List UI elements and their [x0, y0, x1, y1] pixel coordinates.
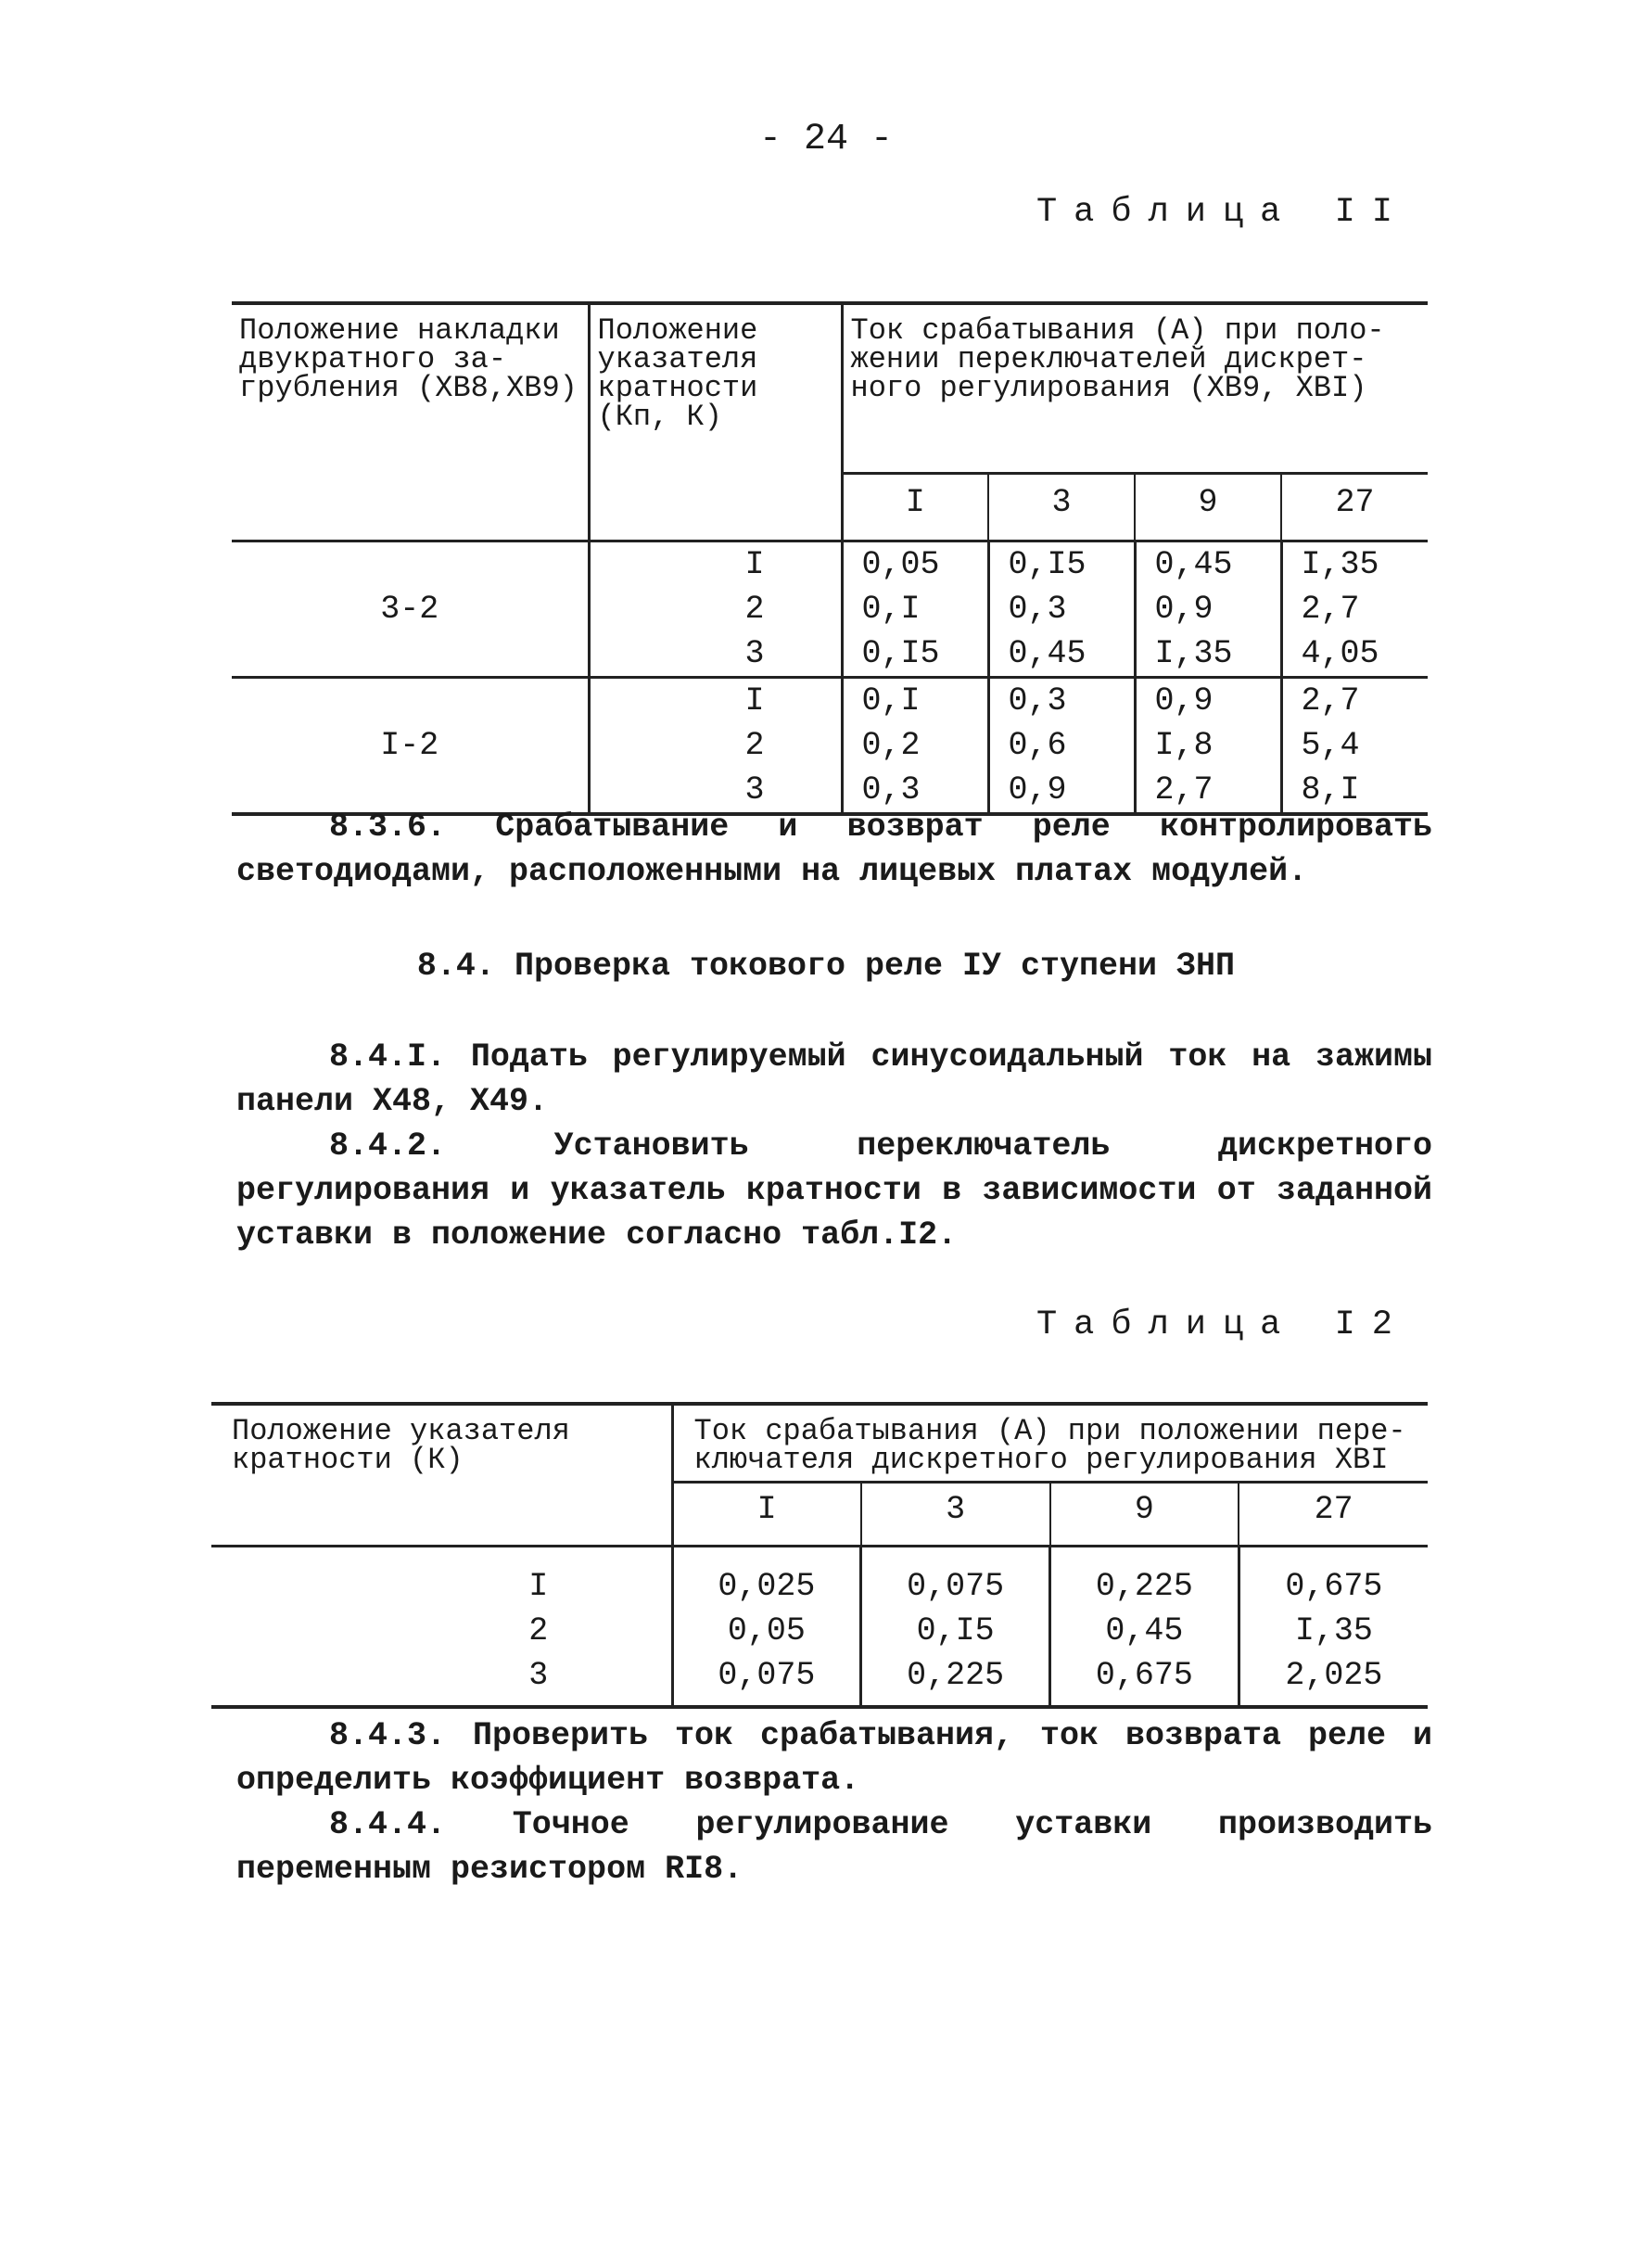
table-11-cell-values: 0,I5 0,3 0,45	[988, 541, 1135, 678]
paragraph-8-4-2: 8.4.2. Установить переключатель дискретного регулирования и указатель кратности в зависимости от заданной уставки в положение согласно табл.I2.	[236, 1127, 1432, 1254]
table-11-cell-values: 2,7 5,4 8,I	[1281, 678, 1428, 815]
table-11-subheader: 27	[1281, 474, 1428, 541]
paragraph-8-3-6: 8.3.6. Срабатывание и возврат реле контролировать светодиодами, расположенными на лицевых платах модулей.	[236, 809, 1432, 890]
table-11-cell-values: 0,05 0,I 0,I5	[842, 541, 988, 678]
table-11-k-values: I 2 3	[589, 541, 842, 678]
table-12-cell-values: 0,225 0,45 0,675	[1050, 1547, 1239, 1708]
section-heading-8-4: 8.4. Проверка токового реле IУ ступени ЗНП	[416, 948, 1236, 985]
table-11-subheader: 3	[988, 474, 1135, 541]
table-12-subheader: 9	[1050, 1482, 1239, 1546]
table-12-subheader: 3	[861, 1482, 1050, 1546]
table-11-cell-values: 0,I 0,2 0,3	[842, 678, 988, 815]
table-12-subheader: 27	[1239, 1482, 1428, 1546]
table-11-caption: Таблица II	[1036, 193, 1409, 232]
table-12-cell-values: 0,025 0,05 0,075	[672, 1547, 861, 1708]
table-11-header-overload-position: Положение накладки двукратного за- грубления (ХВ8,ХВ9)	[239, 313, 578, 405]
table-12-k-values: I 2 3	[211, 1547, 672, 1708]
page-number: - 24 -	[758, 119, 894, 160]
table-11-header-pickup-current: Ток срабатывания (А) при поло- жении переключателей дискрет- ного регулирования (ХВ9, ХВI)	[842, 303, 1428, 474]
table-11-cell-values: 0,3 0,6 0,9	[988, 678, 1135, 815]
table-12-cell-values: 0,075 0,I5 0,225	[861, 1547, 1050, 1708]
table-12-cell-values: 0,675 I,35 2,025	[1239, 1547, 1428, 1708]
table-11-group-label: I-2	[232, 678, 589, 815]
table-12-subheader: I	[672, 1482, 861, 1546]
table-11-header-multiplicity: Положение указателя кратности (Кп, К)	[589, 303, 842, 541]
table-12-header-multiplicity: Положение указателя кратности (К)	[232, 1414, 570, 1477]
table-12-header-pickup-current: Ток срабатывания (А) при положении пере- ключателя дискретного регулирования ХВI	[672, 1404, 1428, 1482]
table-11-cell-values: 0,45 0,9 I,35	[1135, 541, 1281, 678]
paragraph-8-4-3: 8.4.3. Проверить ток срабатывания, ток возврата реле и определить коэффициент возврата.	[236, 1717, 1432, 1799]
table-11-cell-values: I,35 2,7 4,05	[1281, 541, 1428, 678]
table-12-caption: Таблица I2	[1036, 1305, 1409, 1344]
table-11-k-values: I 2 3	[589, 678, 842, 815]
paragraph-8-4-4: 8.4.4. Точное регулирование уставки производить переменным резистором RI8.	[236, 1806, 1432, 1888]
table-11-cell-values: 0,9 I,8 2,7	[1135, 678, 1281, 815]
table-11	[232, 301, 1428, 816]
paragraph-8-4-1: 8.4.I. Подать регулируемый синусоидальный ток на зажимы панели Х48, Х49.	[236, 1038, 1432, 1120]
table-12	[211, 1402, 1428, 1709]
table-11-subheader: 9	[1135, 474, 1281, 541]
table-11-group-label: 3-2	[232, 541, 589, 678]
table-11-subheader: I	[842, 474, 988, 541]
